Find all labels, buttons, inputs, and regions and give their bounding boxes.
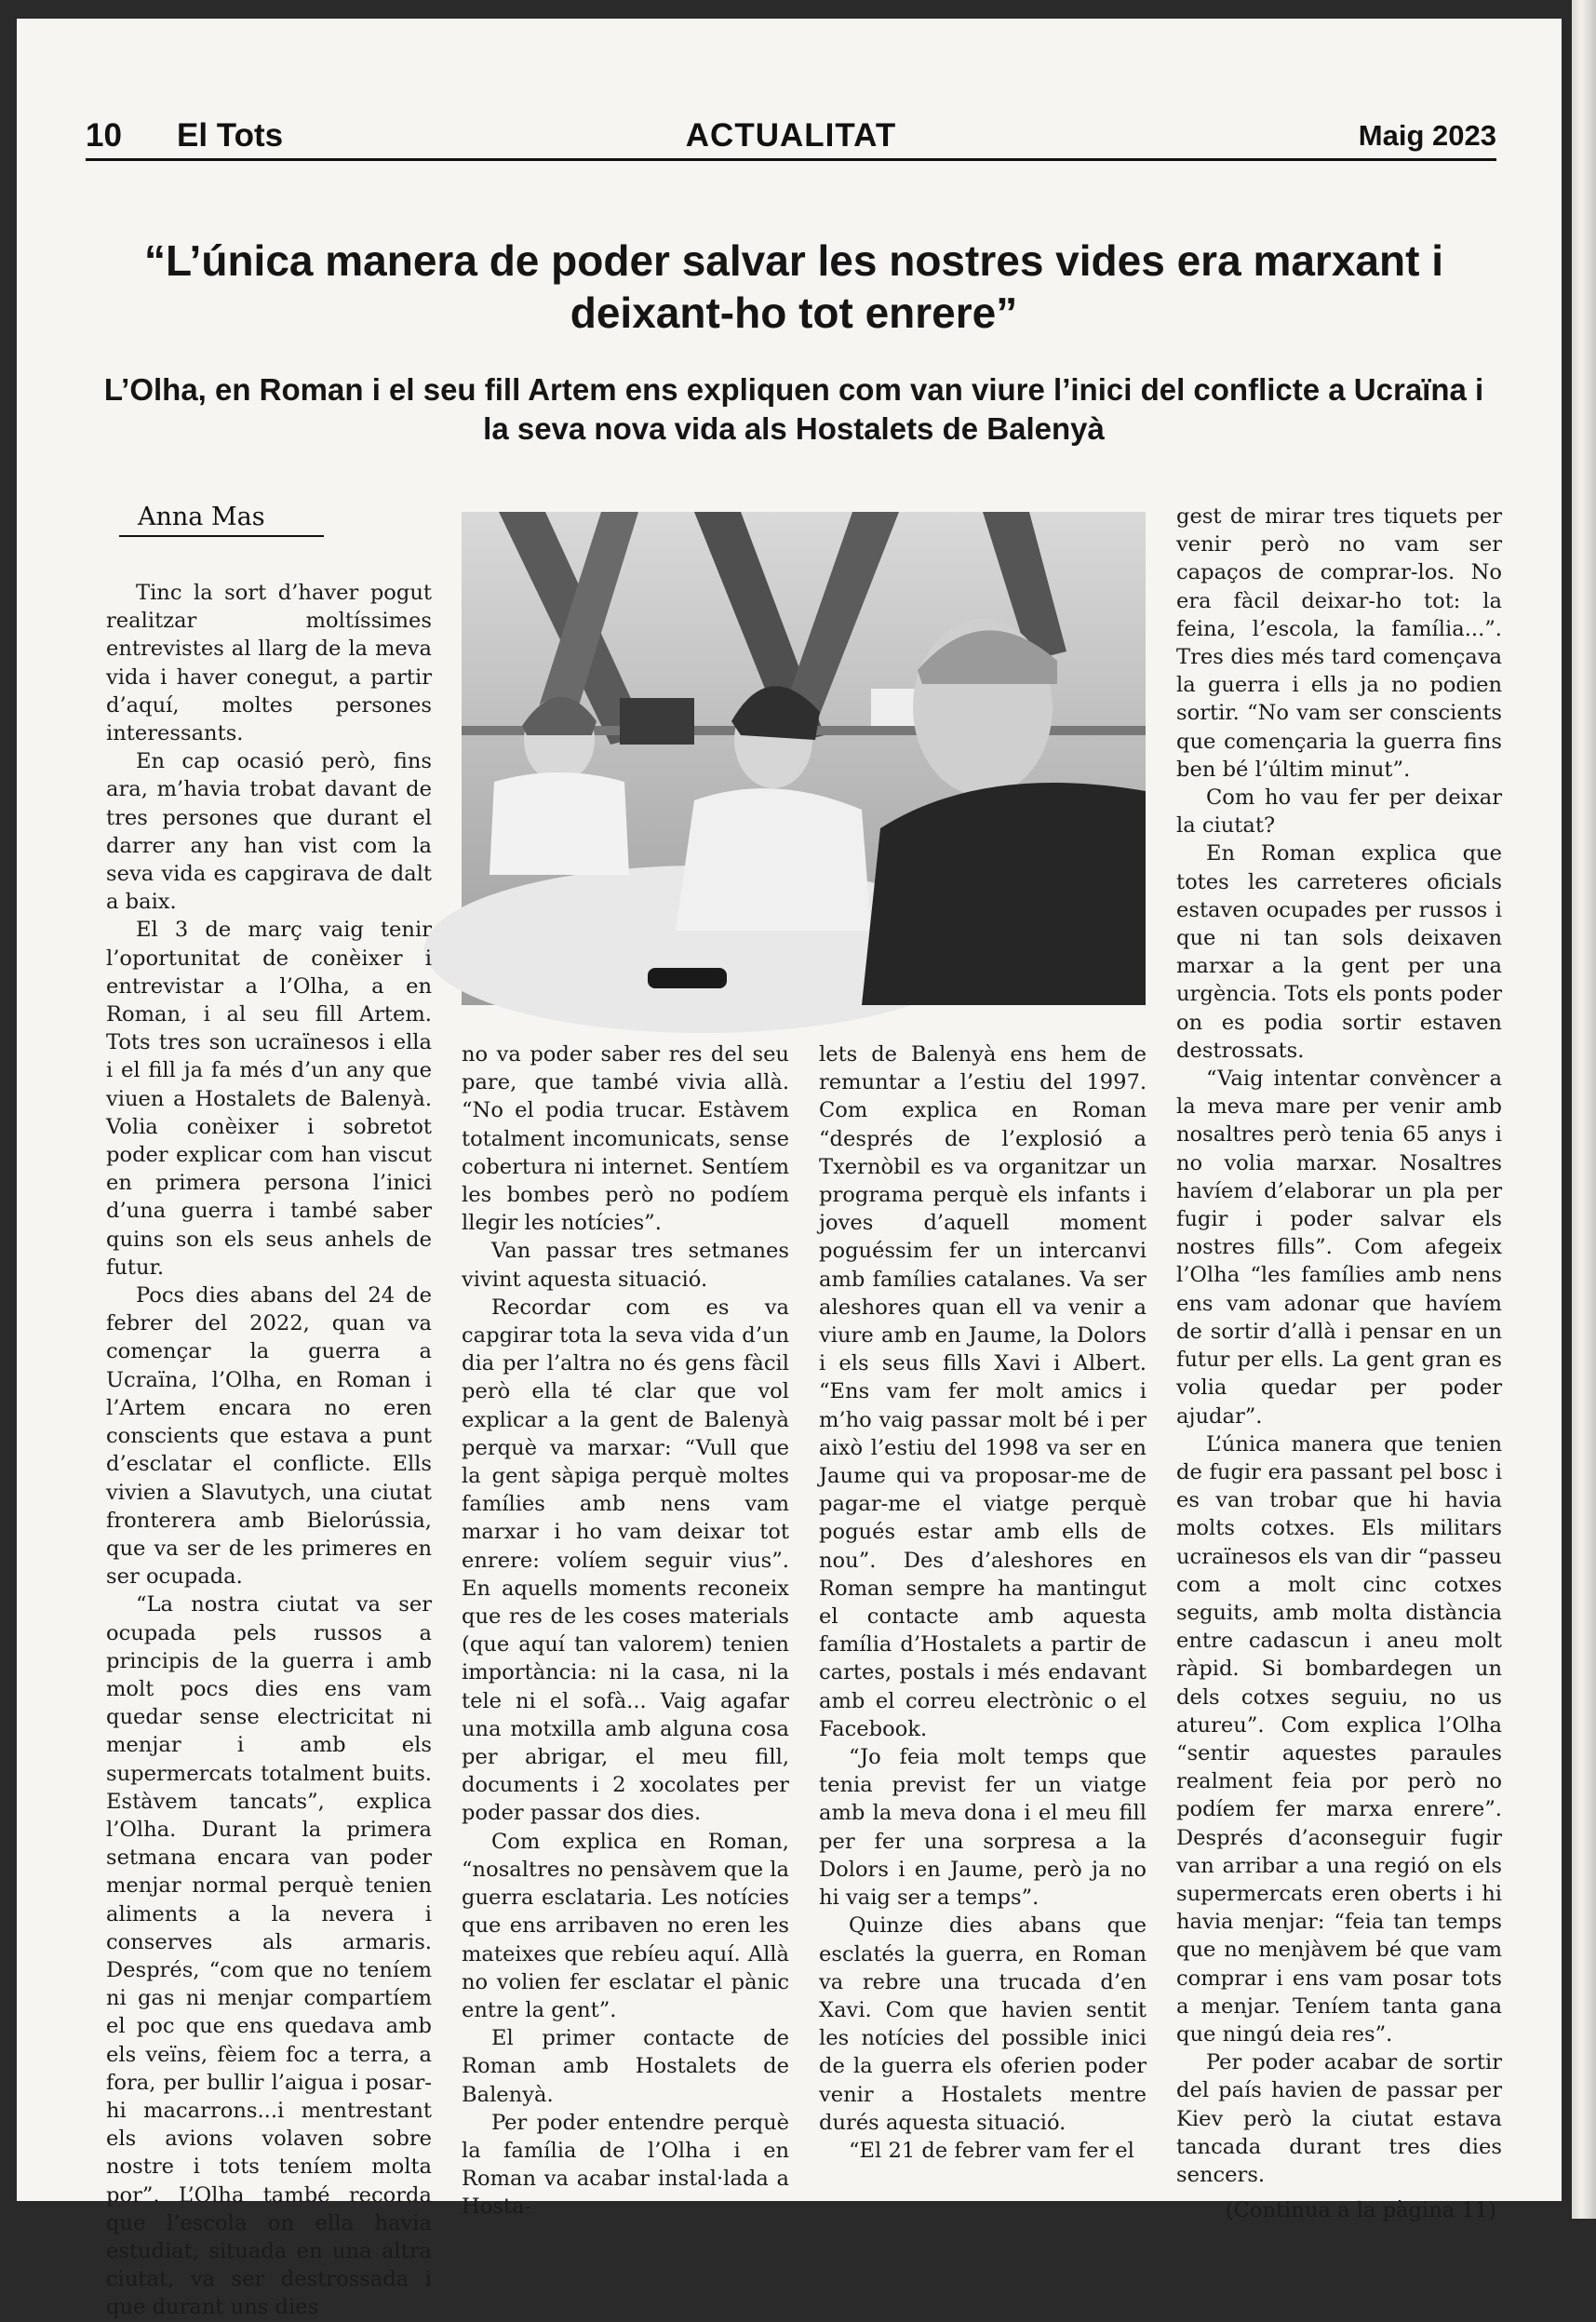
page-header (86, 102, 1496, 161)
author-byline: Anna Mas (119, 503, 324, 537)
paragraph: “Jo feia molt temps que tenia previst fer un viatge amb la meva dona i el meu fill per fer una sorpresa a la Dolors i en Jaume, però ja no hi vaig ser a temps”. (819, 1745, 1147, 1911)
paragraph: “La nostra ciutat va ser ocupada pels russos a principis de la guerra i amb molt pocs dies ens vam quedar sense electricitat ni menjar i amb els supermercats totalment buits. Estàvem tancats”, explica l’Olha. Durant la primera setmana encara van poder menjar normal perquè tenien aliments a la nevera i conserves als armaris. Després, “com que no teníem ni gas ni menjar compartíem el poc que ens quedava amb els veïns, fèiem foc a terra, a fora, per bullir l’aigua i posar-hi macarrons...i mentrestant els avions volaven sobre nostre i tots teníem molta por”. L’Olha també recorda que l’escola on ella havia estudiat, situada en una altra ciutat, va ser destrossada i que durant uns dies (106, 1592, 432, 2320)
paragraph: lets de Balenyà ens hem de remuntar a l’estiu del 1997. Com explica en Roman “després de l’explosió a Txernòbil es va organitzar un programa perquè els infants i joves d’aquell moment poguéssim fer un intercanvi amb famílies catalanes. Va ser aleshores quan ell va venir a viure amb en Jaume, la Dolors i els seus fills Xavi i Albert. “Ens vam fer molt amics i m’ho vaig passar molt bé i per això l’estiu del 1998 va ser en Jaume qui va proposar-me de pagar-me el viatge perquè pogués estar amb ells de nou”. Des d’aleshores en Roman sempre ha mantingut el contacte amb aquesta família d’Hostalets a partir de cartes, postals i més endavant amb el correu electrònic o el Facebook. (819, 1042, 1147, 1741)
publication-name: El Tots (177, 117, 284, 154)
article-subtitle: L’Olha, en Roman i el seu fill Artem ens expliquen com van viure l’inici del conflicte a Ucraïna i la seva nova vida als Hostalets de Balenyà (103, 372, 1484, 446)
paragraph: Pocs dies abans del 24 de febrer del 2022, quan va començar la guerra a Ucraïna, l’Olha, en Roman i l’Artem encara no eren conscients que estava a punt d’esclatar el conflicte. Ells vivien a Slavutych, una ciutat fronterera amb Bielorússia, que va ser de les primeres en ser ocupada. (106, 1283, 432, 1590)
paragraph: no va poder saber res del seu pare, que també vivia allà. “No el podia trucar. Estàvem totalment incomunicats, sense cobertura ni internet. Sentíem les bombes però no podíem llegir les notícies”. (462, 1042, 789, 1236)
paragraph: L’única manera que tenien de fugir era passant pel bosc i es van trobar que hi havia molts cotxes. Els militars ucraïnesos els van dir “passeu com a molt cinc cotxes seguits, amb molta distància entre cadascun i aneu molt ràpid. Si bombardegen un dels cotxes seguiu, no us atureu”. Com explica l’Olha “sentir aquestes paraules realment feia por però no podíem fer marxa enrere”. Després d’aconseguir fugir van arribar a una regió on els supermercats eren oberts i hi havia menjar: “feia tan temps que no menjàvem bé que vam comprar i ens vam posar tots a menjar. Teníem tanta gana que ningú deia res”. (1176, 1431, 1502, 2047)
paragraph: Com explica en Roman, “nosaltres no pensàvem que la guerra esclataria. Les notícies que ens arribaven no eren les mateixes que rebíeu aquí. Allà no volien fer esclatar el pànic entre la gent”. (462, 1829, 789, 2022)
subheading: Com ho vau fer per deixar la ciutat? (1176, 785, 1502, 839)
paragraph: Van passar tres setmanes vivint aquesta situació. (462, 1239, 789, 1292)
paragraph: gest de mirar tres tiquets per venir però no vam ser capaços de comprar-los. No era fàcil deixar-ho tot: la feina, l’escola, la família...”. Tres dies més tard començava la guerra i ells ja no podien sortir. “No vam ser conscients que començaria la guerra fins ben bé l’últim minut”. (1176, 504, 1502, 782)
paragraph: Quinze dies abans que esclatés la guerra, en Roman va rebre una trucada d’en Xavi. Com que havien sentit les notícies del possible inici de la guerra els oferien poder venir a Hostalets mentre durés aquesta situació. (819, 1913, 1147, 2135)
section-name: ACTUALITAT (685, 117, 897, 154)
paragraph: Recordar com es va capgirar tota la seva vida d’un dia per l’altra no és gens fàcil però ella té clar que vol explicar a la gent de Balenyà perquè va marxar: “Vull que la gent sàpiga perquè moltes famílies amb nens vam marxar i ho vam deixar tot enrere: volíem seguir vius”. En aquells moments reconeix que res de les coses materials (que aquí tan valorem) tenien importància: ni la casa, ni la tele ni el sofà... Vaig agafar una motxilla amb alguna cosa per abrigar, el meu fill, documents i 2 xocolates per poder passar dos dies. (462, 1295, 789, 1826)
continued-note: (Continua a la pàgina 11) (1225, 2198, 1496, 2223)
paragraph: El 3 de març vaig tenir l’oportunitat de conèixer i entrevistar a l’Olha, a en Roman, i al seu fill Artem. Tots tres son ucraïnesos i ella i el fill ja fa més d’un any que viuen a Hostalets de Balenyà. Volia conèixer i sobretot poder explicar com han viscut en primera persona l’inici d’una guerra i també saber quins son els seus anhels de futur. (106, 918, 432, 1280)
article-column-3 (819, 1040, 1147, 2165)
page-number: 10 (86, 117, 122, 154)
page-edge (1572, 0, 1596, 2219)
newspaper-page (17, 19, 1562, 2320)
paragraph: Tinc la sort d’haver pogut realitzar moltíssimes entrevistes al llarg de la meva vida i haver conegut, a partir d’aquí, moltes persones interessants. (106, 581, 432, 746)
paragraph: En cap ocasió però, fins ara, m’havia trobat davant de tres persones que durant el darrer any han vist com la seva vida es capgirava de dalt a baix. (106, 749, 432, 915)
paragraph: En Roman explica que totes les carreteres oficials estaven ocupades per russos i que ni tan sols deixaven marxar a la gent per una urgència. Tots els ponts poder on es podia sortir estaven destrossats. (1176, 841, 1502, 1063)
issue-date: Maig 2023 (1358, 119, 1496, 152)
article-title: “L’única manera de poder salvar les nostres vides era marxant i deixant-ho tot enrere” (144, 236, 1443, 337)
article-column-4 (1176, 503, 1502, 2224)
paragraph: Per poder entendre perquè la família de l’Olha i en Roman va acabar instal·lada a Hosta- (462, 2110, 789, 2220)
subheading: El primer contacte de Roman amb Hostalets de Balenyà. (462, 2026, 789, 2107)
article-photo (462, 512, 1146, 1005)
photo-people-at-table-image (462, 512, 1146, 1005)
paragraph: “Vaig intentar convèncer a la meva mare per venir amb nosaltres però tenia 65 anys i no volia marxar. Nosaltres havíem d’elaborar un pla per fugir i poder salvar els nostres fills”. Com afegeix l’Olha “les famílies amb nens ens vam adonar que havíem de sortir d’allà i pensar en un futur per ells. La gent gran es volia quedar per poder ajudar”. (1176, 1067, 1502, 1429)
article-column-2 (462, 1040, 789, 2221)
paragraph: Per poder acabar de sortir del país havien de passar per Kiev però la ciutat estava tancada durant tres dies sencers. (1176, 2050, 1502, 2187)
paragraph: “El 21 de febrer vam fer el (849, 2138, 1134, 2163)
article-column-1 (106, 579, 432, 2322)
